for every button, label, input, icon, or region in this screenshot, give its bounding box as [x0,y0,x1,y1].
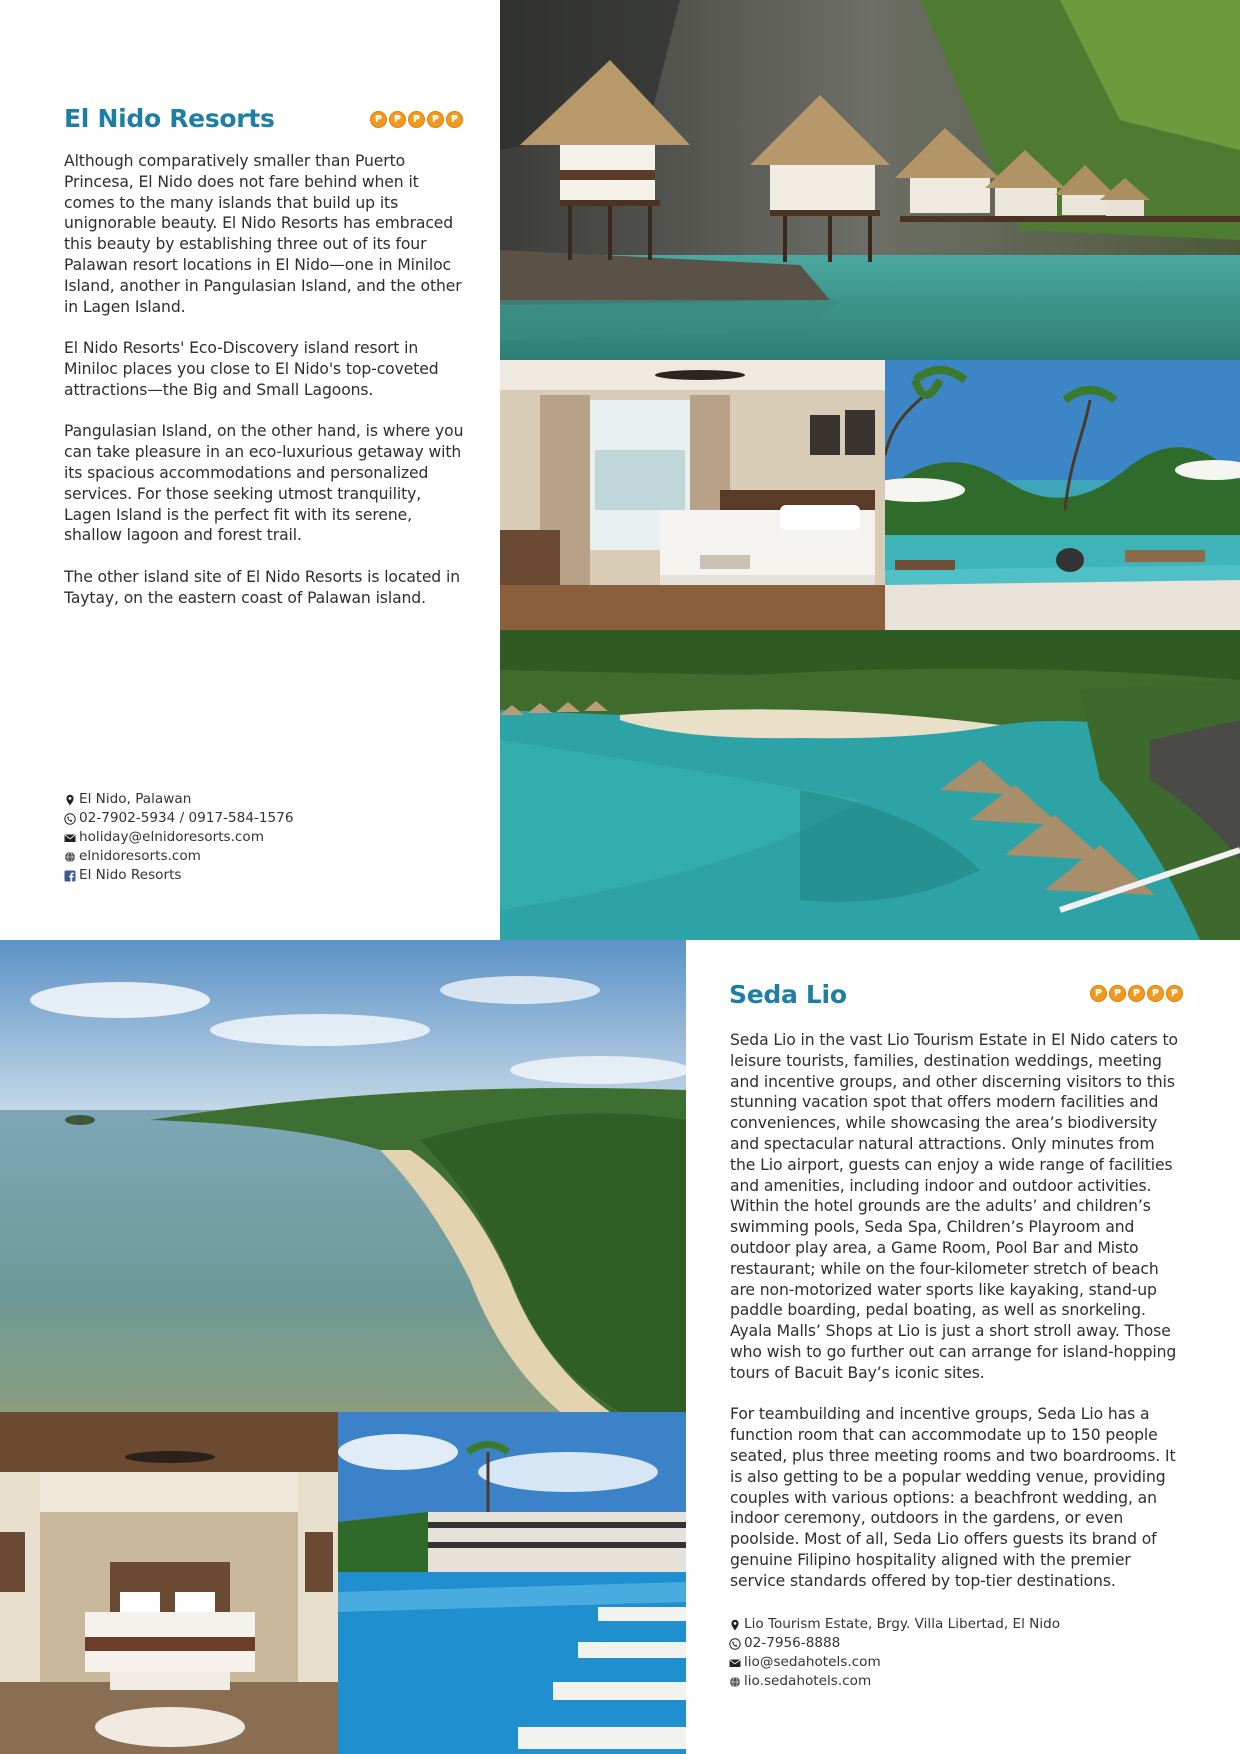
phone-row [729,1634,1060,1653]
location-row [64,790,293,809]
email-row [729,1653,1060,1672]
email-link[interactable]: holiday@elnidoresorts.com [79,829,264,845]
location-text: Lio Tourism Estate, Brgy. Villa Libertad, El Nido [744,1616,1061,1632]
peso-icon: ₱ [408,111,425,128]
seda-lio-beach-aerial-photo [0,940,686,1412]
phone-row [64,809,293,828]
el-nido-price-rating [370,111,463,128]
envelope-icon [729,1657,741,1669]
seda-lio-description [730,1030,1180,1592]
seda-lio-price-rating [1090,985,1183,1002]
website-row [64,847,293,866]
paragraph: For teambuilding and incentive groups, Seda Lio has a function room that can accommodate up to 150 people seated, plus three meeting rooms and two boardrooms. It is also getting to be a popular wedding venue, providing couples with various options: a beachfront wedding, an indoor ceremony, outdoors in the gardens, or even poolside. Most of all, Seda Lio offers guests its brand of genuine Filipino hospitality aligned with the premier service standards offered by top-tier destinations. [730,1405,1176,1590]
globe-icon [729,1676,741,1688]
facebook-icon [64,870,76,882]
facebook-row [64,866,293,885]
location-pin-icon [64,794,76,806]
website-row [729,1672,1060,1691]
facebook-link[interactable]: El Nido Resorts [79,867,182,883]
el-nido-description [64,151,464,609]
el-nido-overwater-cottages-photo [500,0,1240,360]
seda-lio-pool-photo [338,1412,686,1754]
paragraph: The other island site of El Nido Resorts is located in Taytay, on the eastern coast of Palawan island. [64,567,460,607]
peso-icon: ₱ [1128,985,1145,1002]
peso-icon: ₱ [1090,985,1107,1002]
phone-text[interactable]: 02-7956-8888 [744,1635,841,1651]
paragraph: El Nido Resorts' Eco-Discovery island resort in Miniloc places you close to El Nido's top-coveted attractions—the Big and Small Lagoons. [64,339,439,399]
location-row [729,1615,1060,1634]
peso-icon: ₱ [370,111,387,128]
peso-icon: ₱ [1147,985,1164,1002]
paragraph: Pangulasian Island, on the other hand, is where you can take pleasure in an eco-luxurious getaway with its spacious accommodations and personalized services. For those seeking utmost tranquility, Lagen Island is the perfect fit with its serene, shallow lagoon and forest trail. [64,422,464,545]
phone-icon [729,1638,741,1650]
el-nido-aerial-lagoon-photo [500,630,1240,940]
email-row [64,828,293,847]
peso-icon: ₱ [427,111,444,128]
phone-text[interactable]: 02-7902-5934 / 0917-584-1576 [79,810,294,826]
paragraph: Although comparatively smaller than Puerto Princesa, El Nido does not fare behind when it comes to the many islands that build up its unignorable beauty. El Nido Resorts has embraced this beauty by establishing three out of its four Palawan resort locations in El Nido—one in Miniloc Island, another in Pangulasian Island, and the other in Lagen Island. [64,152,462,316]
el-nido-pool-photo [885,360,1240,630]
el-nido-bedroom-photo [500,360,885,630]
el-nido-title: El Nido Resorts [64,104,275,133]
peso-icon: ₱ [1109,985,1126,1002]
website-link[interactable]: elnidoresorts.com [79,848,201,864]
location-text: El Nido, Palawan [79,791,192,807]
email-link[interactable]: lio@sedahotels.com [744,1654,881,1670]
peso-icon: ₱ [1166,985,1183,1002]
seda-lio-title: Seda Lio [729,980,847,1009]
peso-icon: ₱ [389,111,406,128]
location-pin-icon [729,1619,741,1631]
envelope-icon [64,832,76,844]
seda-lio-bedroom-photo [0,1412,338,1754]
seda-lio-contacts [729,1615,1060,1691]
peso-icon: ₱ [446,111,463,128]
paragraph: Seda Lio in the vast Lio Tourism Estate in El Nido caters to leisure tourists, families, destination weddings, meeting and incentive groups, and other discerning visitors to this stunning vacation spot that offers modern facilities and conveniences, while showcasing the area’s biodiversity and spectacular natural attractions. Only minutes from the Lio airport, guests can enjoy a wide range of facilities and amenities, including indoor and outdoor activities. Within the hotel grounds are the adults’ and children’s swimming pools, Seda Spa, Children’s Playroom and outdoor play area, a Game Room, Pool Bar and Misto restaurant; while on the four-kilometer stretch of beach are non-motorized water sports like kayaking, stand-up paddle boarding, pedal boating, as well as snorkeling. Ayala Malls’ Shops at Lio is just a short stroll away. Those who wish to go further out can arrange for island-hopping tours of Bacuit Bay’s iconic sites. [730,1031,1178,1382]
phone-icon [64,813,76,825]
website-link[interactable]: lio.sedahotels.com [744,1673,872,1689]
el-nido-contacts [64,790,293,885]
globe-icon [64,851,76,863]
